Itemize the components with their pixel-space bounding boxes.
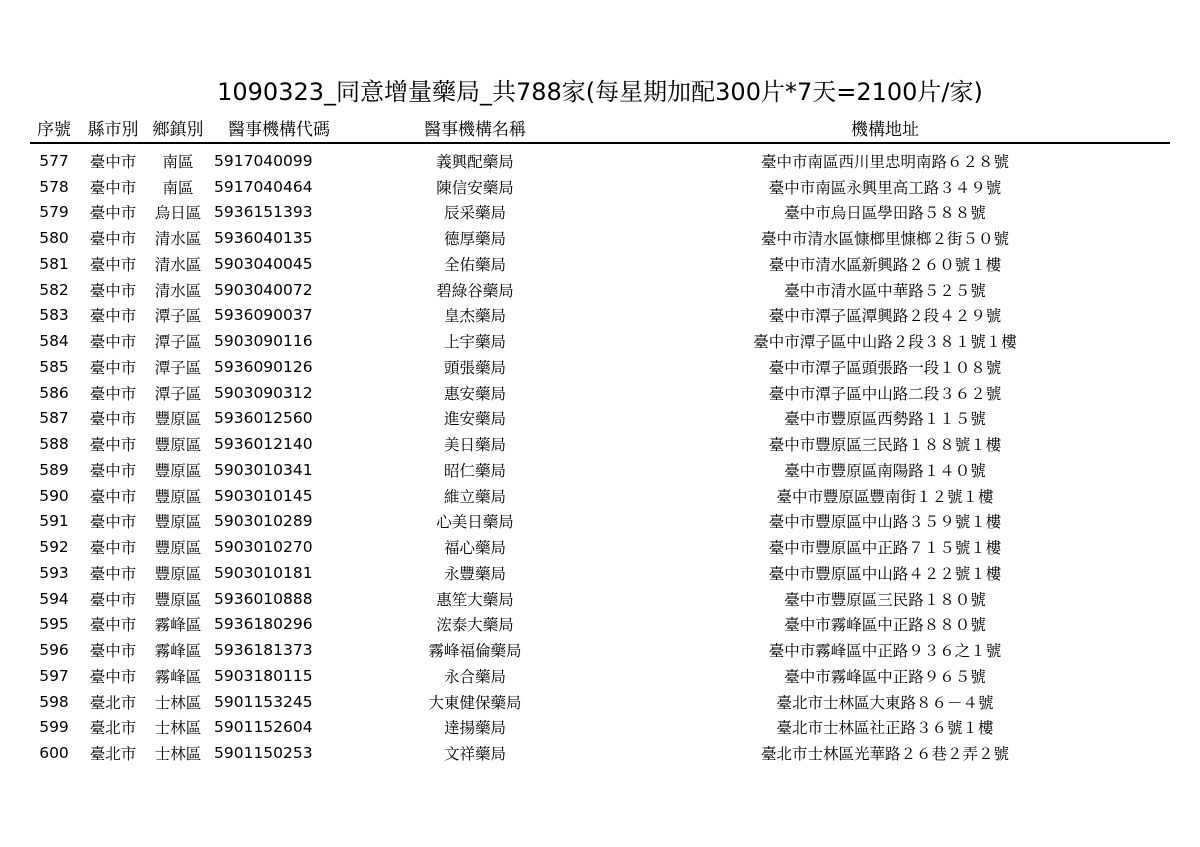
cell-name: 碧綠谷藥局 [436,281,514,300]
cell-name: 惠安藥局 [443,384,506,403]
cell-address: 臺中市豐原區中山路３５９號１樓 [768,513,1002,532]
cell-city: 臺中市 [89,564,137,583]
cell-town: 豐原區 [154,436,202,455]
cell-town: 潭子區 [154,358,202,377]
cell-city: 臺北市 [89,745,137,764]
cell-no: 584 [39,332,69,351]
cell-code: 5917040099 [214,151,313,170]
cell-city: 臺中市 [89,436,137,455]
cell-address: 臺中市豐原區豐南街１２號１樓 [776,487,994,506]
cell-city: 臺中市 [89,307,137,326]
table-row [30,354,1170,380]
cell-code: 5901152604 [214,718,313,737]
cell-name: 義興配藥局 [436,152,514,171]
cell-no: 581 [39,254,69,273]
cell-no: 587 [39,409,69,428]
cell-address: 臺中市豐原區南陽路１４０號 [784,461,986,480]
cell-code: 5901150253 [214,744,313,763]
table-row [30,715,1170,741]
table-row [30,740,1170,766]
table-row [30,174,1170,200]
cell-city: 臺北市 [89,693,137,712]
cell-town: 霧峰區 [154,667,202,686]
cell-address: 臺中市霧峰區中正路９６５號 [784,667,986,686]
cell-code: 5903180115 [214,666,313,685]
cell-address: 臺中市清水區新興路２６０號１樓 [768,255,1002,274]
cell-address: 臺中市豐原區三民路１８０號 [784,590,986,609]
cell-no: 591 [39,512,69,531]
cell-address: 臺中市豐原區西勢路１１５號 [784,410,986,429]
table-row [30,277,1170,303]
table-row [30,200,1170,226]
cell-city: 臺北市 [89,719,137,738]
cell-name: 陳信安藥局 [436,178,514,197]
header-address: 機構地址 [600,112,1170,143]
cell-no: 590 [39,486,69,505]
cell-city: 臺中市 [89,487,137,506]
header-name: 醫事機構名稱 [350,112,600,143]
cell-town: 清水區 [154,230,202,249]
cell-town: 潭子區 [154,333,202,352]
table-row [30,225,1170,251]
cell-address: 臺中市南區永興里高工路３４９號 [768,178,1002,197]
cell-no: 583 [39,306,69,325]
cell-code: 5936010888 [214,589,313,608]
table-row [30,303,1170,329]
cell-no: 589 [39,460,69,479]
cell-address: 臺中市清水區慷榔里慷榔２街５０號 [760,230,1009,249]
cell-city: 臺中市 [89,616,137,635]
cell-code: 5936151393 [214,203,313,222]
cell-town: 士林區 [154,719,202,738]
cell-code: 5936012140 [214,435,313,454]
cell-code: 5903010341 [214,460,313,479]
cell-name: 辰采藥局 [443,204,506,223]
header-code: 醫事機構代碼 [208,112,350,143]
cell-city: 臺中市 [89,152,137,171]
cell-city: 臺中市 [89,358,137,377]
table-row [30,509,1170,535]
cell-code: 5936012560 [214,409,313,428]
cell-city: 臺中市 [89,461,137,480]
table-row [30,406,1170,432]
header-town: 鄉鎮別 [148,112,208,143]
table-row [30,251,1170,277]
header-no: 序號 [30,112,78,143]
header-city: 縣市別 [78,112,148,143]
cell-no: 594 [39,589,69,608]
cell-address: 臺北市士林區光華路２６巷２弄２號 [760,745,1009,764]
cell-address: 臺中市潭子區頭張路一段１０８號 [768,358,1002,377]
cell-town: 清水區 [154,255,202,274]
cell-no: 593 [39,563,69,582]
cell-no: 579 [39,203,69,222]
cell-city: 臺中市 [89,410,137,429]
cell-name: 永合藥局 [443,667,506,686]
cell-code: 5903010181 [214,563,313,582]
cell-name: 浤泰大藥局 [436,616,514,635]
cell-no: 595 [39,615,69,634]
cell-name: 進安藥局 [443,410,506,429]
cell-no: 592 [39,538,69,557]
table-row [30,143,1170,174]
cell-no: 597 [39,666,69,685]
table-row [30,663,1170,689]
cell-city: 臺中市 [89,333,137,352]
cell-town: 豐原區 [154,590,202,609]
cell-town: 潭子區 [154,384,202,403]
cell-name: 霧峰福倫藥局 [428,642,522,661]
cell-no: 586 [39,383,69,402]
table-row [30,612,1170,638]
cell-city: 臺中市 [89,667,137,686]
cell-name: 全佑藥局 [443,255,506,274]
cell-town: 士林區 [154,693,202,712]
cell-city: 臺中市 [89,204,137,223]
cell-town: 豐原區 [154,410,202,429]
cell-code: 5936090037 [214,306,313,325]
cell-town: 南區 [162,178,194,197]
cell-code: 5903010145 [214,486,313,505]
cell-name: 昭仁藥局 [443,461,506,480]
cell-town: 豐原區 [154,461,202,480]
cell-name: 大東健保藥局 [428,693,522,712]
cell-code: 5936040135 [214,229,313,248]
cell-name: 文祥藥局 [443,745,506,764]
cell-no: 580 [39,229,69,248]
cell-city: 臺中市 [89,384,137,403]
table-row [30,637,1170,663]
cell-address: 臺中市清水區中華路５２５號 [784,281,986,300]
cell-code: 5917040464 [214,177,313,196]
cell-town: 豐原區 [154,487,202,506]
cell-name: 美日藥局 [443,436,506,455]
cell-code: 5903040045 [214,254,313,273]
cell-address: 臺北市士林區大東路８６－４號 [776,693,994,712]
cell-town: 清水區 [154,281,202,300]
table-row [30,328,1170,354]
cell-name: 維立藥局 [443,487,506,506]
cell-address: 臺中市南區西川里忠明南路６２８號 [760,152,1009,171]
cell-town: 士林區 [154,745,202,764]
cell-code: 5901153245 [214,692,313,711]
pharmacy-table [30,112,1170,766]
cell-address: 臺中市霧峰區中正路９３６之１號 [768,642,1002,661]
cell-code: 5936090126 [214,357,313,376]
cell-code: 5903040072 [214,280,313,299]
cell-name: 皇杰藥局 [443,307,506,326]
cell-address: 臺中市豐原區中正路７１５號１樓 [768,539,1002,558]
cell-town: 豐原區 [154,513,202,532]
cell-city: 臺中市 [89,178,137,197]
cell-code: 5903090312 [214,383,313,402]
table-row [30,483,1170,509]
table-row [30,457,1170,483]
cell-town: 南區 [162,152,194,171]
cell-no: 600 [39,744,69,763]
cell-code: 5903090116 [214,332,313,351]
cell-code: 5936181373 [214,641,313,660]
cell-town: 潭子區 [154,307,202,326]
cell-address: 臺中市豐原區三民路１８８號１樓 [768,436,1002,455]
cell-address: 臺中市烏日區學田路５８８號 [784,204,986,223]
cell-town: 豐原區 [154,539,202,558]
table-row [30,689,1170,715]
page-title: 1090323_同意增量藥局_共788家(每星期加配300片*7天=2100片/家) [217,78,983,106]
cell-address: 臺中市潭子區中山路２段３８１號１樓 [753,333,1017,352]
table-row [30,380,1170,406]
cell-name: 永豐藥局 [443,564,506,583]
cell-no: 585 [39,357,69,376]
cell-code: 5936180296 [214,615,313,634]
cell-town: 霧峰區 [154,642,202,661]
cell-name: 惠笙大藥局 [436,590,514,609]
cell-name: 德厚藥局 [443,230,506,249]
cell-city: 臺中市 [89,281,137,300]
cell-code: 5903010270 [214,538,313,557]
cell-town: 霧峰區 [154,616,202,635]
cell-city: 臺中市 [89,539,137,558]
cell-town: 豐原區 [154,564,202,583]
table-row [30,586,1170,612]
cell-name: 達揚藥局 [443,719,506,738]
cell-no: 577 [39,151,69,170]
cell-address: 臺北市士林區社正路３６號１樓 [776,719,994,738]
cell-city: 臺中市 [89,590,137,609]
cell-name: 福心藥局 [443,539,506,558]
cell-city: 臺中市 [89,513,137,532]
cell-address: 臺中市潭子區潭興路２段４２９號 [768,307,1002,326]
cell-name: 心美日藥局 [436,513,514,532]
table-row [30,560,1170,586]
cell-address: 臺中市潭子區中山路二段３６２號 [768,384,1002,403]
cell-name: 上宇藥局 [443,333,506,352]
table-row [30,431,1170,457]
cell-no: 588 [39,435,69,454]
cell-town: 烏日區 [154,204,202,223]
cell-no: 599 [39,718,69,737]
cell-no: 598 [39,692,69,711]
table-row [30,534,1170,560]
cell-no: 596 [39,641,69,660]
cell-city: 臺中市 [89,642,137,661]
cell-address: 臺中市霧峰區中正路８８０號 [784,616,986,635]
cell-no: 582 [39,280,69,299]
cell-name: 頭張藥局 [443,358,506,377]
cell-address: 臺中市豐原區中山路４２２號１樓 [768,564,1002,583]
cell-code: 5903010289 [214,512,313,531]
cell-city: 臺中市 [89,230,137,249]
cell-no: 578 [39,177,69,196]
cell-city: 臺中市 [89,255,137,274]
table-header-row [30,112,1170,143]
table-body [30,143,1170,766]
